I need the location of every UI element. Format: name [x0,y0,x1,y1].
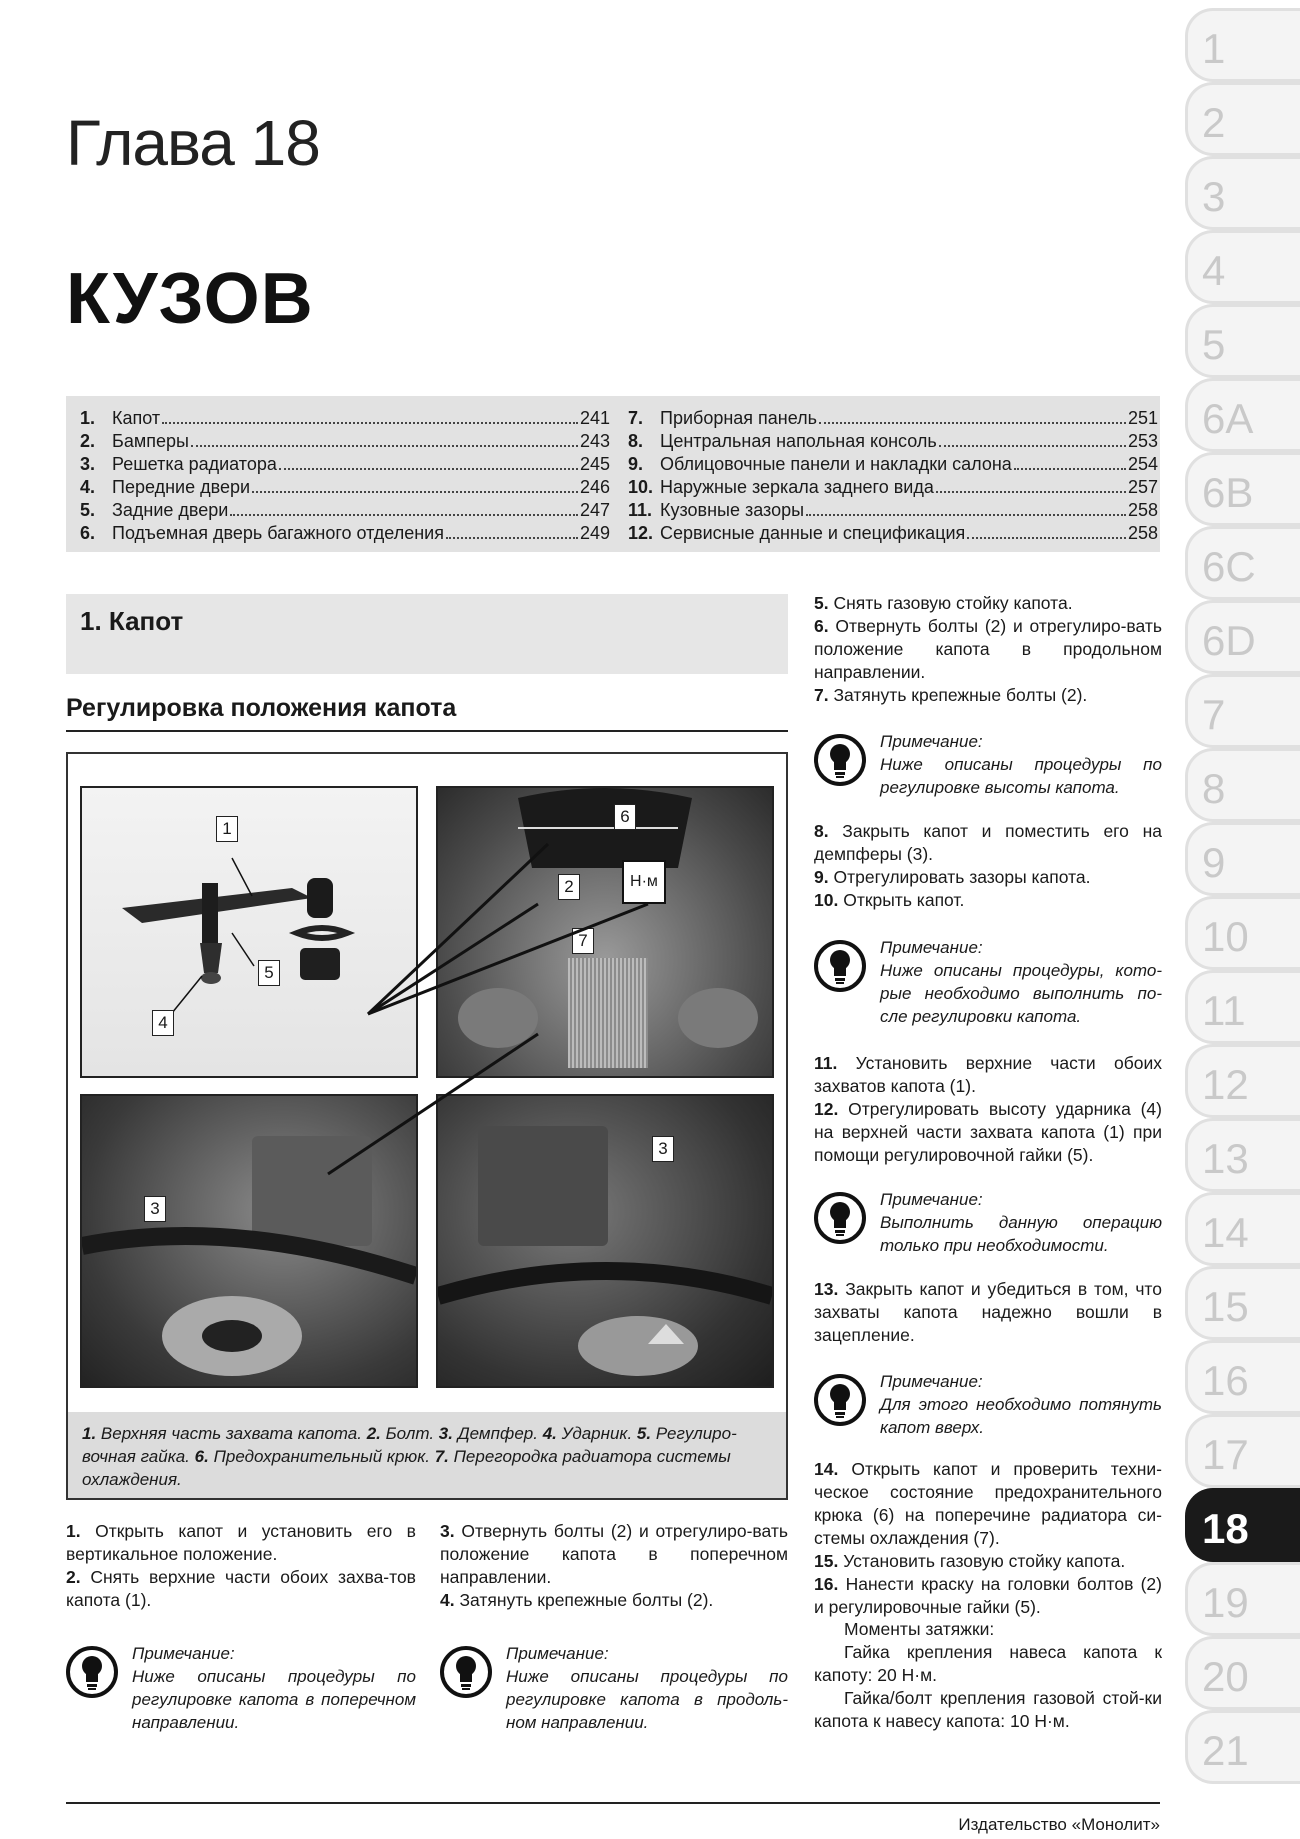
toc-page: 254 [1127,454,1158,474]
note-label: Примечание: [506,1644,609,1663]
step [814,820,1162,866]
toc-row [80,431,610,454]
step-number: 6. [814,616,829,636]
step-number: 16. [814,1574,839,1594]
note-body: Для этого необходимо потянуть капот вверх. [880,1395,1162,1437]
step [814,1098,1162,1167]
step-text: Закрыть капот и поместить его на демпферы (3). [814,821,1162,864]
chapter-tab-20[interactable] [1185,1636,1300,1710]
toc-row [80,523,610,546]
note-label: Примечание: [880,1190,983,1209]
toc-leader-dots [806,514,1126,516]
step-number: 14. [814,1459,839,1479]
toc-row [628,454,1158,477]
note-label: Примечание: [880,732,983,751]
step [66,1520,416,1566]
caption-text: Демпфер. [457,1424,538,1443]
toc-title: Облицовочные панели и накладки салона [660,454,1012,474]
figure-caption [68,1412,786,1498]
chapter-tab-label: 8 [1202,765,1226,812]
step [814,1052,1162,1098]
toc-number: 1. [80,408,96,428]
chapter-tab-15[interactable] [1185,1266,1300,1340]
callout-4: 4 [152,1010,174,1036]
chapter-tab-label: 18 [1202,1505,1249,1552]
toc-page: 246 [579,477,610,497]
toc-title: Сервисные данные и спецификация [660,523,966,543]
note-label: Примечание: [880,1372,983,1391]
toc-number: 2. [80,431,96,451]
step-text: Установить газовую стойку капота. [843,1551,1126,1571]
chapter-tab-label: 17 [1202,1431,1249,1478]
toc-leader-dots [819,422,1126,424]
toc-number: 12. [628,523,654,543]
torque-block [814,1618,1162,1733]
toc-leader-dots [191,445,578,447]
toc-page: 258 [1127,523,1158,543]
step-text: Отрегулировать зазоры капота. [833,867,1091,887]
note-body: Выполнить данную операцию только при необходимости. [880,1213,1162,1255]
subsection-heading-text: Регулировка положения капота [66,694,457,722]
toc-page: 243 [579,431,610,451]
note-text [880,1370,1162,1439]
chapter-tab-5[interactable] [1185,304,1300,378]
chapter-title: КУЗОВ [66,259,314,339]
step-text: Установить верхние части обоих захватов капота (1). [814,1053,1162,1096]
toc-page: 245 [579,454,610,474]
toc-row [80,454,610,477]
note-body: Ниже описаны процедуры по регулировке капота в поперечном направлении. [132,1667,416,1732]
chapter-tab-4[interactable] [1185,230,1300,304]
toc-title: Передние двери [112,477,251,497]
section-heading [66,594,788,674]
chapter-tab-label: 21 [1202,1727,1249,1774]
toc-row [628,431,1158,454]
chapter-tab-6a[interactable] [1185,378,1300,452]
step [814,615,1162,684]
toc-row [628,477,1158,500]
step-text: Открыть капот и проверить техни-ческое состояние предохранительного крюка (6) на поперечине радиатора си-стемы охлаждения (7). [814,1459,1162,1548]
callout-3-left: 3 [144,1196,166,1222]
chapter-tab-label: 6D [1202,617,1256,664]
toc-page: 247 [579,500,610,520]
chapter-tab-3[interactable] [1185,156,1300,230]
step [440,1520,788,1589]
toc-page: 257 [1127,477,1158,497]
chapter-tab-label: 19 [1202,1579,1249,1626]
toc-row [80,500,610,523]
step-number: 15. [814,1551,839,1571]
toc-number: 8. [628,431,644,451]
caption-text: Ударник. [561,1424,633,1443]
chapter-tab-label: 2 [1202,99,1226,146]
caption-text: Верхняя часть захвата капота. [100,1424,362,1443]
caption-number: 5. [636,1424,652,1443]
chapter-label: Глава 18 [66,107,320,179]
chapter-tab-18[interactable] [1185,1488,1300,1562]
caption-number: 4. [542,1424,557,1443]
step [814,1278,1162,1347]
toc-number: 11. [628,500,653,520]
step-number: 7. [814,685,829,705]
toc-title: Решетка радиатора [112,454,277,474]
caption-number: 7. [434,1447,449,1466]
toc-page: 251 [1127,408,1158,428]
chapter-tab-12[interactable] [1185,1044,1300,1118]
step-number: 9. [814,867,829,887]
toc-leader-dots [1014,468,1126,470]
note [814,936,1162,1026]
toc-leader-dots [446,537,578,539]
step [814,684,1162,707]
step-number: 4. [440,1590,455,1610]
chapter-tab-label: 14 [1202,1209,1249,1256]
step-text: Отвернуть болты (2) и отрегулиро-вать положение капота в поперечном направлении. [440,1521,788,1587]
step-block [66,1520,416,1612]
publisher: Издательство «Монолит» [958,1815,1160,1834]
chapter-tab-1[interactable] [1185,8,1300,82]
toc-title: Задние двери [112,500,229,520]
toc-row [628,408,1158,431]
chapter-tab-8[interactable] [1185,748,1300,822]
chapter-tab-label: 6A [1202,395,1254,442]
toc-column-left [80,408,610,546]
toc-title: Приборная панель [660,408,818,428]
note [814,730,1162,808]
toc-title: Бамперы [112,431,189,451]
callout-7: 7 [572,928,594,954]
step-number: 1. [66,1521,81,1541]
toc-number: 3. [80,454,96,474]
toc-leader-dots [252,491,578,493]
toc-page: 258 [1127,500,1158,520]
step [814,592,1162,615]
pointer-lines [68,754,786,1404]
note-body: Ниже описаны процедуры, кото-рые необходимо выполнить по-сле регулировки капота. [880,961,1162,1026]
note-text [880,1188,1162,1257]
lightbulb-icon [66,1646,118,1698]
note-body: Ниже описаны процедуры по регулировке высоты капота. [880,755,1162,797]
chapter-tab-16[interactable] [1185,1340,1300,1414]
note [66,1642,416,1732]
toc-leader-dots [939,445,1126,447]
toc-title: Наружные зеркала заднего вида [660,477,934,497]
step-text: Открыть капот и установить его в вертикальное положение. [66,1521,416,1564]
note [814,1370,1162,1448]
step [814,889,1162,912]
note [814,1188,1162,1266]
toc-number: 9. [628,454,644,474]
toc-number: 10. [628,477,654,497]
torque-spec: Гайка/болт крепления газовой стой-ки капота к навесу капота: 10 Н·м. [814,1688,1162,1731]
caption-text: Регулиро-вочная гайка. [82,1424,737,1466]
note-text [506,1642,788,1734]
step-number: 11. [814,1053,838,1073]
chapter-tab-label: 6C [1202,543,1256,590]
lightbulb-icon [814,1374,866,1426]
step-number: 12. [814,1099,839,1119]
step [440,1589,788,1612]
step-text: Снять газовую стойку капота. [833,593,1073,613]
step-number: 5. [814,593,829,613]
callout-1: 1 [216,816,238,842]
chapter-tab-label: 9 [1202,839,1226,886]
toc-column-right [628,408,1158,546]
toc-leader-dots [162,422,578,424]
chapter-tab-17[interactable] [1185,1414,1300,1488]
step-text: Затянуть крепежные болты (2). [833,685,1088,705]
chapter-tab-label: 20 [1202,1653,1249,1700]
step [814,1573,1162,1619]
toc-page: 241 [579,408,610,428]
caption-number: 1. [82,1424,97,1443]
step-block [814,1278,1162,1347]
figure [66,752,788,1500]
toc-page: 253 [1127,431,1158,451]
toc-title: Кузовные зазоры [660,500,805,520]
chapter-tab-6c[interactable] [1185,526,1300,600]
toc-number: 7. [628,408,644,428]
step-block [814,592,1162,707]
toc-row [80,477,610,500]
step-text: Отвернуть болты (2) и отрегулиро-вать положение капота в продольном направлении. [814,616,1162,682]
toc-title: Капот [112,408,161,428]
lightbulb-icon [440,1646,492,1698]
chapter-tab-label: 3 [1202,173,1226,220]
step-number: 8. [814,821,829,841]
note-label: Примечание: [880,938,983,957]
toc-row [628,523,1158,546]
toc-number: 6. [80,523,96,543]
caption-number: 3. [438,1424,453,1443]
note-label: Примечание: [132,1644,235,1663]
step [814,866,1162,889]
note-text [880,936,1162,1028]
note-text [880,730,1162,799]
toc-title: Центральная напольная консоль [660,431,937,451]
chapter-tab-label: 13 [1202,1135,1249,1182]
chapter-tab-6b[interactable] [1185,452,1300,526]
chapter-tab-label: 11 [1202,987,1246,1034]
toc-number: 5. [80,500,96,520]
table-of-contents [66,396,1160,552]
callout-3-right: 3 [652,1136,674,1162]
step-block [814,1052,1162,1167]
chapter-tab-10[interactable] [1185,896,1300,970]
body-column-3 [814,592,1162,1792]
subsection-heading [66,694,788,732]
section-heading-text: 1. Капот [80,606,184,636]
chapter-tab-label: 12 [1202,1061,1249,1108]
toc-leader-dots [967,537,1126,539]
step-number: 2. [66,1567,81,1587]
step-text: Нанести краску на головки болтов (2) и регулировочные гайки (5). [814,1574,1162,1617]
chapter-tab-9[interactable] [1185,822,1300,896]
step-text: Отрегулировать высоту ударника (4) на верхней части захвата капота (1) при помощи регулировочной гайки (5). [814,1099,1162,1165]
step [814,1550,1162,1573]
note [440,1642,788,1732]
caption-number: 2. [366,1424,381,1443]
chapter-tab-label: 15 [1202,1283,1249,1330]
toc-leader-dots [936,491,1126,493]
callout-5: 5 [258,960,280,986]
toc-page: 249 [579,523,610,543]
step-text: Открыть капот. [843,890,965,910]
note-text [132,1642,416,1734]
chapter-tab-label: 6B [1202,469,1254,516]
chapter-tab-6d[interactable] [1185,600,1300,674]
step-block [814,820,1162,912]
step-text: Снять верхние части обоих захва-тов капота (1). [66,1567,416,1610]
step-number: 13. [814,1279,839,1299]
caption-text: Болт. [385,1424,435,1443]
callout-6: 6 [614,804,636,830]
lightbulb-icon [814,734,866,786]
caption-text: Перегородка радиатора системы охлаждения. [82,1447,731,1489]
chapter-tab-14[interactable] [1185,1192,1300,1266]
torque-icon: Н·м [622,860,666,904]
step [814,1458,1162,1550]
chapter-tab-label: 5 [1202,321,1226,368]
chapter-tab-label: 1 [1202,25,1226,72]
caption-text: Предохранительный крюк. [213,1447,430,1466]
chapter-tabs [1185,8,1300,1784]
toc-number: 4. [80,477,96,497]
footer-rule [66,1802,1160,1804]
toc-row [80,408,610,431]
toc-row [628,500,1158,523]
step-number: 3. [440,1521,455,1541]
callout-2: 2 [558,874,580,900]
torque-spec: Гайка крепления навеса капота к капоту: 20 Н·м. [814,1642,1162,1685]
chapter-tab-label: 16 [1202,1357,1249,1404]
chapter-tab-2[interactable] [1185,82,1300,156]
chapter-tab-7[interactable] [1185,674,1300,748]
step-text: Закрыть капот и убедиться в том, что захваты капота надежно вошли в зацепление. [814,1279,1162,1345]
note-body: Ниже описаны процедуры по регулировке капота в продоль-ном направлении. [506,1667,788,1732]
chapter-tab-21[interactable] [1185,1710,1300,1784]
step-text: Затянуть крепежные болты (2). [459,1590,714,1610]
chapter-tab-13[interactable] [1185,1118,1300,1192]
torque-heading: Моменты затяжки: [844,1619,995,1639]
toc-leader-dots [279,468,578,470]
chapter-tab-19[interactable] [1185,1562,1300,1636]
step-number: 10. [814,890,839,910]
step-block [440,1520,788,1612]
toc-title: Подъемная дверь багажного отделения [112,523,444,543]
lightbulb-icon [814,940,866,992]
chapter-tab-11[interactable] [1185,970,1300,1044]
step-block [814,1458,1162,1619]
lightbulb-icon [814,1192,866,1244]
toc-leader-dots [230,514,578,516]
caption-number: 6. [194,1447,209,1466]
chapter-tab-label: 7 [1202,691,1226,738]
step [66,1566,416,1612]
chapter-tab-label: 4 [1202,247,1226,294]
chapter-tab-label: 10 [1202,913,1249,960]
